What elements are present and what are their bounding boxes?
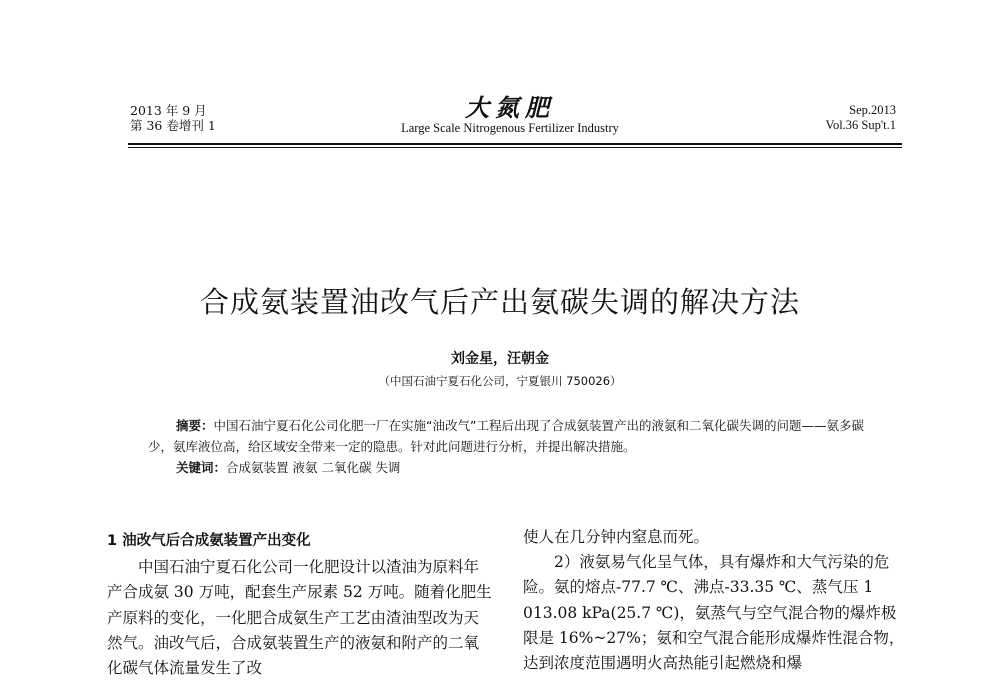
abstract-label: 摘要： [176, 418, 214, 433]
abstract-block [148, 415, 868, 478]
keywords-label: 关键词： [176, 460, 227, 475]
header-rule-thin [128, 147, 902, 148]
keywords-text: 合成氨装置 液氨 二氧化碳 失调 [226, 460, 401, 475]
body-column-right [523, 525, 907, 676]
article-authors: 刘金星，汪朝金 [451, 351, 549, 367]
header-volume-en: Vol.36 Sup't.1 [825, 118, 896, 132]
body-column-left [107, 529, 493, 681]
journal-name-en: Large Scale Nitrogenous Fertilizer Industry [401, 121, 619, 135]
header-volume: 第 36 卷增刊 1 [130, 118, 216, 133]
abstract [148, 415, 868, 457]
keywords [148, 457, 868, 478]
body-paragraph: 中国石油宁夏石化公司一化肥设计以渣油为原料年产合成氨 30 万吨，配套生产尿素 52 万吨。随着化肥生产原料的变化，一化肥合成氨生产工艺由渣油型改为天然气。油改气后，合成氨装置生产的液氨和附产的二氧化碳气体流量发生了改 [107, 558, 492, 678]
journal-logo: 大氮肥 [465, 93, 555, 122]
header-date: 2013 年 9 月 [130, 103, 207, 118]
journal-masthead [380, 93, 640, 136]
article-affiliation: （中国石油宁夏石化公司，宁夏银川 750026） [378, 374, 622, 388]
abstract-text: 中国石油宁夏石化公司化肥一厂在实施“油改气”工程后出现了合成氨装置产出的液氨和二氧化碳失调的问题——氨多碳少，氨库液位高，给区域安全带来一定的隐患。针对此问题进行分析，并提出解决措施。 [148, 418, 864, 454]
header-date-volume [130, 103, 216, 133]
article-title: 合成氨装置油改气后产出氨碳失调的解决方法 [199, 285, 800, 319]
body-paragraph: 2）液氨易气化呈气体，具有爆炸和大气污染的危险。氨的熔点-77.7 ℃、沸点-33.35 ℃、蒸气压 1 013.08 kPa(25.7 ℃)，氨蒸气与空气混合物的爆炸极限是 16%~27%；氨和空气混合能形成爆炸性混合物，达到浓度范围遇明火高热能引起燃烧和爆 [523, 553, 905, 673]
header-date-volume-en [826, 103, 896, 133]
body-paragraph-continued: 使人在几分钟内窒息而死。 [523, 528, 710, 546]
header-date-en: Sep.2013 [849, 103, 896, 117]
section-heading: 1 油改气后合成氨装置产出变化 [107, 533, 311, 549]
header-rule-thick [128, 143, 902, 145]
